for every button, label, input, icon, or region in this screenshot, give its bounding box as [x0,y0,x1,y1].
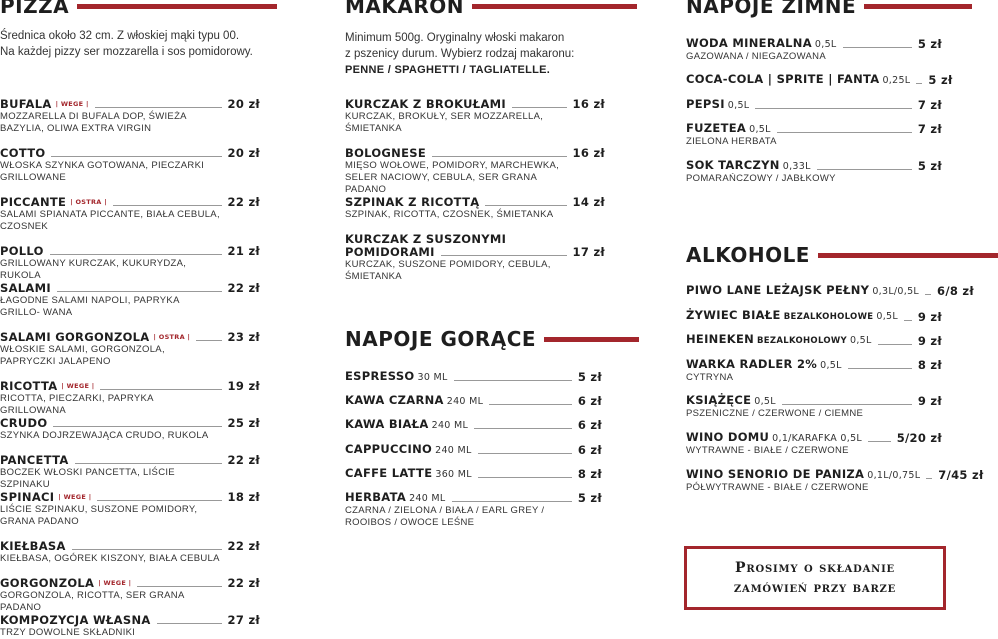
pizza-intro: Średnica około 32 cm. Z włoskiej mąki typu 00. Na każdej pizzy ser mozzarella i sos pomidorowy. [0,30,253,58]
cold-item [686,122,942,148]
item-name [0,245,44,258]
item-name-text: SOK TARCZYN [686,158,780,172]
item-description: CYTRYNA [686,372,734,383]
item-volume: 0,25L [882,75,911,86]
item-row [686,358,942,372]
cold-item [686,72,953,87]
item-name [686,394,776,408]
item-row [686,159,942,173]
leader-line [868,441,891,442]
item-row [345,196,605,209]
leader-line [755,108,911,109]
alcohol-heading: ALKOHOLE [686,245,998,265]
item-volume: 240 ML [409,493,446,504]
item-row [345,418,602,432]
leader-line [454,380,572,381]
item-description: WYTRAWNE - BIAŁE / CZERWONE [686,445,849,456]
alco-item [686,358,942,384]
leader-line [777,132,912,133]
leader-line [782,404,912,405]
item-price: 5 zł [928,73,953,87]
item-name-text: CRUDO [0,416,48,430]
item-row [345,147,605,160]
item-name-text: COCA-COLA | SPRITE | FANTA [686,72,880,86]
item-description: MOZZARELLA DI BUFALA DOP, ŚWIEŻA BAZYLIA, OLIWA EXTRA VIRGIN [0,111,187,134]
leader-line [97,500,221,501]
item-name [345,147,426,160]
item-name-text: GORGONZOLA [0,576,95,590]
item-volume: 0,3L/0,5L [872,286,920,297]
item-price: 23 zł [227,330,260,344]
hot-item [345,418,602,432]
leader-line [53,426,221,427]
item-tag: | OSTRA | [153,333,191,341]
pizza-item [0,540,260,565]
item-price: 22 zł [227,453,260,467]
leader-line [196,340,221,341]
item-row [686,98,942,112]
item-price: 22 zł [227,281,260,295]
item-name-text: COTTO [0,146,46,160]
pizza-item [0,417,260,442]
item-volume: 240 ML [435,445,472,456]
item-name-text: BUFALA [0,97,52,111]
item-price: 8 zł [577,467,602,481]
item-description: WŁOSKIE SALAMI, GORGONZOLA, PAPRYCZKI JALAPENO [0,344,165,367]
item-price: 9 zł [917,394,942,408]
leader-line [72,549,222,550]
item-description: SALAMI SPIANATA PICCANTE, BIAŁA CEBULA, CZOSNEK [0,209,220,232]
leader-line [432,156,567,157]
item-row [345,246,605,259]
item-price: 25 zł [227,416,260,430]
item-price: 17 zł [572,245,605,259]
item-price: 18 zł [227,490,260,504]
item-name [686,468,920,482]
heading-rule [544,337,639,342]
item-row [686,431,942,445]
leader-line [113,205,222,206]
item-tag: | WEGE | [61,382,95,390]
item-name-line2: POMIDORAMI [345,245,435,259]
heading-rule [864,4,972,9]
item-row [0,417,260,430]
hot-item [345,491,602,529]
item-volume: 0,1L/0,75L [867,470,921,481]
item-price: 8 zł [917,358,942,372]
item-name [345,491,446,505]
item-name [345,443,472,457]
item-name [0,282,51,295]
item-name-text: PANCETTA [0,453,69,467]
order-at-bar-notice: Prosimy o składanie zamówień przy barze [684,546,946,610]
item-description: LIŚCIE SZPINAKU, SUSZONE POMIDORY, GRANA PADANO [0,504,198,527]
item-name-text: SALAMI GORGONZOLA [0,330,150,344]
item-row [686,309,942,324]
item-volume: 360 ML [435,469,472,480]
item-name-text: WINO DOMU [686,430,770,444]
item-row [0,282,260,295]
leader-line [137,586,221,587]
item-description: WŁOSKA SZYNKA GOTOWANA, PIECZARKI GRILLOWANE [0,160,205,183]
item-price: 21 zł [227,244,260,258]
item-price: 14 zł [572,195,605,209]
item-row [686,333,942,348]
item-description: ZIELONA HERBATA [686,136,777,147]
alco-item [686,431,942,457]
pizza-item [0,614,260,639]
item-subtitle: BEZALKOHOLOWY [757,336,848,346]
item-name-text: ŻYWIEC BIAŁE [686,308,781,322]
item-name [345,467,472,481]
item-name [345,196,479,209]
item-name-text: WARKA RADLER 2% [686,357,818,371]
item-description: ŁAGODNE SALAMI NAPOLI, PAPRYKA GRILLO- WANA [0,295,180,318]
item-price: 22 zł [227,576,260,590]
item-tag: | OSTRA | [70,198,107,206]
item-row [0,331,260,344]
item-tag: | WEGE | [58,493,92,501]
pizza-heading: PIZZA [0,0,277,16]
alco-item [686,394,942,420]
item-name-text: PEPSI [686,97,725,111]
item-volume: 0,5L [727,100,750,111]
item-volume: 0,5L [850,335,872,346]
leader-line [157,623,222,624]
item-description: TRZY DOWOLNE SKŁADNIKI [0,627,136,638]
item-name-text: POLLO [0,244,44,258]
item-name-text: SALAMI [0,281,51,295]
item-name-text: KIEŁBASA [0,539,66,553]
item-name [686,159,811,173]
hot-item [345,370,602,384]
leader-line [57,291,222,292]
item-row [0,577,260,590]
pizza-item [0,282,260,319]
pizza-item [0,491,260,528]
leader-line [95,107,222,108]
item-name [686,37,837,51]
item-name-text: KOMPOZYCJA WŁASNA [0,613,151,627]
item-name [345,98,506,111]
leader-line [474,428,572,429]
item-row [0,614,260,627]
item-price: 16 zł [572,97,605,111]
item-price: 5/20 zł [896,431,942,445]
item-description: KURCZAK, BROKUŁY, SER MOZZARELLA, ŚMIETANKA [345,111,544,134]
item-name [0,331,190,344]
leader-line [916,83,922,84]
item-description: SZYNKA DOJRZEWAJĄCA CRUDO, RUKOLA [0,430,209,441]
alco-item [686,309,942,324]
item-price: 9 zł [917,310,942,324]
item-price: 5 zł [577,370,602,384]
leader-line [441,255,567,256]
item-name-text: WODA MINERALNA [686,36,812,50]
item-description: GRILLOWANY KURCZAK, KUKURYDZA, RUKOLA [0,258,187,281]
makaron-item [345,233,605,283]
item-volume: 0,33L [782,161,811,172]
cold-item [686,98,942,112]
leader-line [75,463,222,464]
item-name-text: HEINEKEN [686,332,755,346]
item-row [686,394,942,408]
leader-line [478,477,572,478]
pizza-item [0,331,260,368]
item-description: BOCZEK WŁOSKI PANCETTA, LIŚCIE SZPINAKU [0,467,175,490]
item-name-text: BOLOGNESE [345,146,426,160]
hot-item [345,443,602,457]
item-row [686,122,942,136]
leader-line [926,478,932,479]
item-name-text: SZPINAK Z RICOTTĄ [345,195,480,209]
item-row [0,380,260,393]
item-row [345,370,602,384]
item-tag: | WEGE | [55,100,89,108]
cold-item [686,159,942,185]
item-name [0,98,89,111]
hot-item [345,394,602,408]
item-volume: 0,5L [820,360,842,371]
item-name [686,309,898,324]
item-volume: 0,5L [749,124,771,135]
item-description: POMARAŃCZOWY / JABŁKOWY [686,173,836,184]
item-name-text: KSIĄŻĘCE [686,393,752,407]
item-volume: 0,1/KARAFKA 0,5L [772,433,863,444]
item-name [345,418,468,432]
item-name-text: KURCZAK Z SUSZONYMI [345,232,507,246]
item-name [686,358,842,372]
item-description: GAZOWANA / NIEGAZOWANA [686,51,826,62]
alco-item [686,467,984,494]
item-name [0,147,45,160]
item-price: 19 zł [227,379,260,393]
item-name [0,540,66,553]
makaron-item [345,98,605,135]
item-row [0,147,260,160]
item-price: 16 zł [572,146,605,160]
item-description: RICOTTA, PIECZARKI, PAPRYKA GRILLOWANA [0,393,154,416]
alco-item [686,283,974,298]
item-name [345,394,483,408]
item-row [345,491,602,505]
item-price: 5 zł [577,491,602,505]
item-price: 7/45 zł [938,468,984,482]
item-name-text: SPINACI [0,490,55,504]
item-name [686,431,862,445]
item-name-text: KURCZAK Z BROKUŁAMI [345,97,506,111]
item-name-text: ESPRESSO [345,369,415,383]
item-row [686,283,974,298]
item-name [0,380,94,393]
item-price: 22 zł [227,539,260,553]
item-row [345,467,602,481]
item-volume: 240 ML [446,396,484,407]
item-row [345,443,602,457]
item-name [686,284,919,298]
item-description: KURCZAK, SUSZONE POMIDORY, CEBULA, ŚMIETANKA [345,259,551,282]
item-name-text: FUZETEA [686,121,747,135]
item-row [0,98,260,111]
hot-drinks-heading: NAPOJE GORĄCE [345,329,639,349]
item-name-text: HERBATA [345,490,407,504]
item-name [345,370,448,384]
item-volume: 0,5L [814,39,837,50]
item-name [686,73,910,87]
hot-item [345,467,602,481]
item-name [0,614,151,627]
item-price: 27 zł [227,613,260,627]
leader-line [100,389,221,390]
leader-line [51,156,221,157]
pizza-item [0,245,260,282]
makaron-item [345,147,605,196]
item-name [686,122,771,136]
leader-line [50,254,222,255]
makaron-intro: Minimum 500g. Oryginalny włoski makaron z pszenicy durum. Wybierz rodzaj makaronu: PENNE / SPAGHETTI / TAGLIATELLE. [345,32,575,76]
leader-line [817,169,912,170]
item-price: 20 zł [227,97,260,111]
item-description: CZARNA / ZIELONA / BIAŁA / EARL GREY / ROOIBOS / OWOCE LEŚNE [345,505,545,528]
item-price: 7 zł [917,122,942,136]
alco-item [686,333,942,348]
item-name-text: KAWA BIAŁA [345,417,429,431]
item-volume: 0,5L [876,311,898,322]
pizza-item [0,98,260,135]
item-row [0,540,260,553]
item-price: 6 zł [577,418,602,432]
item-row [345,98,605,111]
pizza-item [0,147,260,184]
item-description: PÓŁWYTRAWNE - BIAŁE / CZERWONE [686,482,869,493]
leader-line [878,344,912,345]
item-price: 22 zł [227,195,260,209]
makaron-heading: MAKARON [345,0,637,16]
item-volume: 30 ML [417,372,448,383]
item-price: 9 zł [917,334,942,348]
item-name [686,98,749,112]
item-price: 6/8 zł [937,284,974,298]
item-name [0,577,131,590]
leader-line [489,404,572,405]
item-tag: | WEGE | [98,579,132,587]
pizza-item [0,380,260,417]
item-name-text: KAWA CZARNA [345,393,444,407]
item-volume: 240 ML [431,420,469,431]
makaron-item [345,196,605,221]
leader-line [512,107,567,108]
item-price: 6 zł [577,443,602,457]
pizza-item [0,577,260,614]
cold-item [686,37,942,63]
leader-line [485,205,566,206]
item-price: 5 zł [917,37,942,51]
item-description: PSZENICZNE / CZERWONE / CIEMNE [686,408,864,419]
item-name-text: CAFFE LATTE [345,466,433,480]
item-row [345,394,602,408]
item-name [0,491,91,504]
item-price: 5 zł [917,159,942,173]
item-name-text: PICCANTE [0,195,67,209]
item-price: 7 zł [917,98,942,112]
item-name [0,196,107,209]
item-name [0,454,69,467]
item-row [0,196,260,209]
item-name-text: RICOTTA [0,379,58,393]
item-name [0,417,47,430]
heading-rule [818,253,998,258]
item-row [686,37,942,51]
item-description: MIĘSO WOŁOWE, POMIDORY, MARCHEWKA, SELER NACIOWY, CEBULA, SER GRANA PADANO [345,160,560,195]
leader-line [848,368,912,369]
item-price: 6 zł [577,394,602,408]
item-row [0,454,260,467]
leader-line [925,294,931,295]
leader-line [904,320,912,321]
heading-rule [77,4,277,9]
item-name-text: PIWO LANE LEŻAJSK PEŁNY [686,283,870,297]
item-description: SZPINAK, RICOTTA, CZOSNEK, ŚMIETANKA [345,209,554,220]
leader-line [478,453,572,454]
item-row [0,491,260,504]
item-row [686,467,984,482]
item-description: KIEŁBASA, OGÓREK KISZONY, BIAŁA CEBULA [0,553,220,564]
item-row [686,72,953,87]
pizza-item [0,196,260,233]
cold-drinks-heading: NAPOJE ZIMNE [686,0,972,16]
item-row [0,245,260,258]
item-name-text: WINO SENORIO DE PANIZA [686,467,865,481]
heading-rule [472,4,637,9]
leader-line [843,47,912,48]
item-volume: 0,5L [754,396,776,407]
pizza-item [0,454,260,491]
leader-line [452,501,572,502]
item-description: GORGONZOLA, RICOTTA, SER GRANA PADANO [0,590,185,613]
item-name-text: CAPPUCCINO [345,442,433,456]
item-subtitle: BEZALKOHOLOWE [783,312,874,322]
item-price: 20 zł [227,146,260,160]
item-name [686,333,872,348]
